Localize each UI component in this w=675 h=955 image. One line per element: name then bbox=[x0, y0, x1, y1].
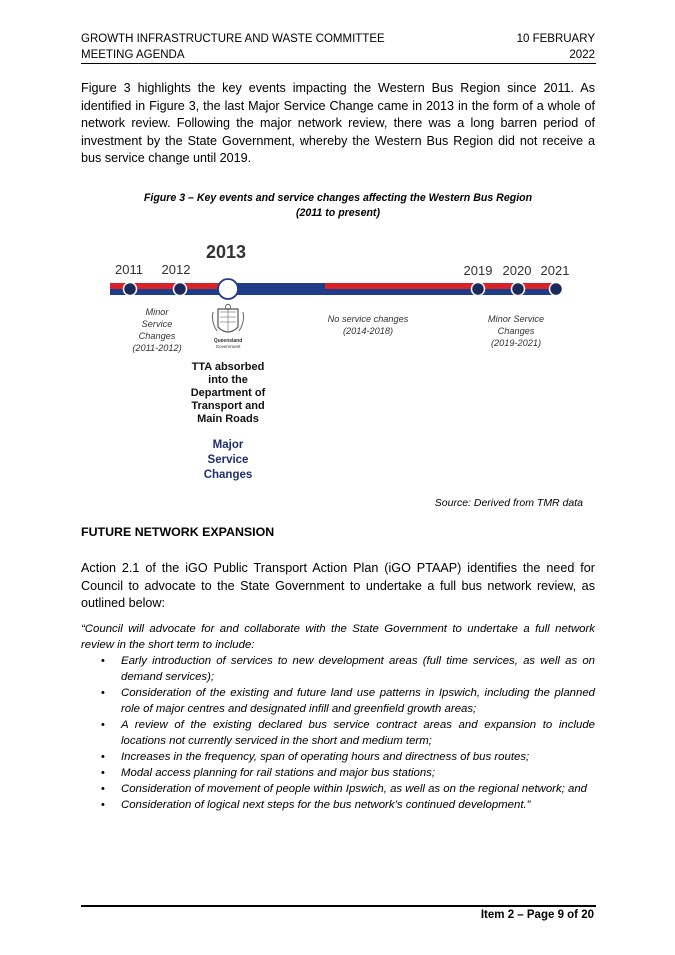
header-date-line1: 10 FEBRUARY bbox=[516, 33, 595, 45]
bullet-glyph: • bbox=[101, 783, 105, 795]
list-item bbox=[81, 781, 595, 797]
marker-2019 bbox=[472, 283, 485, 296]
list-item-text: Consideration of the existing and future land use patterns in Ipswich, including the planned role of major centres and designated infill and greenfield growth areas; bbox=[121, 687, 595, 715]
figure-source: Source: Derived from TMR data bbox=[434, 497, 583, 509]
year-2020-label: 2020 bbox=[502, 263, 532, 278]
minor-changes-1-line3: Changes bbox=[138, 331, 176, 341]
marker-2011 bbox=[124, 283, 137, 296]
tta-note-line4: Transport and bbox=[191, 400, 265, 412]
crest-text-line2: Government bbox=[215, 344, 241, 349]
tta-note-line5: Main Roads bbox=[197, 413, 259, 425]
bullet-glyph: • bbox=[101, 719, 105, 731]
minor-changes-1-line1: Minor bbox=[145, 307, 169, 317]
intro-paragraph: Figure 3 highlights the key events impacting the Western Bus Region since 2011. As identified in Figure 3, the last Major Service Change came in 2013 in the form of a whole of network review. Following the major network review, there was a long barren period of investment by the State Government, whereby the Western Bus Region did not receive a bus service change until 2019. bbox=[81, 81, 595, 166]
page-footer: Item 2 – Page 9 of 20 bbox=[480, 909, 594, 921]
list-item bbox=[81, 749, 595, 765]
minor-changes-2-line3: (2019-2021) bbox=[490, 338, 542, 348]
list-item bbox=[81, 765, 595, 781]
quote-intro: “Council will advocate for and collaborate with the State Government to undertake a full network review in the short term to include: bbox=[81, 623, 595, 651]
no-changes-line2: (2014-2018) bbox=[342, 326, 394, 336]
queensland-crest-icon bbox=[213, 305, 244, 334]
minor-changes-1-line2: Service bbox=[141, 319, 173, 329]
list-item-text: A review of the existing declared bus service contract areas and expansion to include locations not currently serviced in the short and medium term; bbox=[121, 719, 595, 747]
minor-changes-2-line1: Minor Service bbox=[487, 314, 545, 324]
minor-changes-1-line4: (2011-2012) bbox=[132, 343, 182, 353]
tta-note-line3: Department of bbox=[190, 387, 266, 399]
no-changes-line1: No service changes bbox=[327, 314, 409, 324]
year-2021-label: 2021 bbox=[540, 263, 570, 278]
major-changes-line2: Service bbox=[207, 454, 249, 466]
list-item bbox=[81, 685, 595, 717]
list-item bbox=[81, 653, 595, 685]
marker-2021 bbox=[550, 283, 563, 296]
bullet-glyph: • bbox=[101, 751, 105, 763]
section-heading: FUTURE NETWORK EXPANSION bbox=[81, 525, 275, 539]
header-committee-line1: GROWTH INFRASTRUCTURE AND WASTE COMMITTEE bbox=[81, 33, 385, 45]
major-changes-line3: Changes bbox=[203, 469, 253, 481]
list-item-text: Consideration of logical next steps for the bus network’s continued development.” bbox=[121, 799, 531, 811]
header-date-line2: 2022 bbox=[569, 49, 595, 61]
tta-note-line1: TTA absorbed bbox=[191, 361, 265, 373]
major-changes-line1: Major bbox=[212, 439, 244, 451]
figure-caption-line1: Figure 3 – Key events and service changes affecting the Western Bus Region bbox=[143, 192, 533, 204]
year-2011-label: 2011 bbox=[115, 262, 143, 277]
bullet-glyph: • bbox=[101, 655, 105, 667]
marker-2020 bbox=[512, 283, 525, 296]
list-item bbox=[81, 717, 595, 749]
bullet-glyph: • bbox=[101, 799, 105, 811]
list-item-text: Consideration of movement of people within Ipswich, as well as on the regional network; and bbox=[121, 783, 588, 795]
minor-changes-2-line2: Changes bbox=[497, 326, 535, 336]
list-item-text: Early introduction of services to new development areas (full time services, as well as on demand services); bbox=[121, 655, 595, 683]
marker-2013 bbox=[218, 279, 238, 299]
list-item-text: Modal access planning for rail stations and major bus stations; bbox=[121, 767, 436, 779]
header-committee-line2: MEETING AGENDA bbox=[81, 49, 185, 61]
crest-text-line1: Queensland bbox=[213, 338, 243, 344]
action-paragraph: Action 2.1 of the iGO Public Transport Action Plan (iGO PTAAP) identifies the need for Council to advocate to the State Government to undertake a full bus network review, as outlined below: bbox=[81, 561, 595, 611]
recommendation-list bbox=[81, 653, 595, 813]
footer-divider bbox=[81, 905, 596, 907]
year-2019-label: 2019 bbox=[463, 263, 493, 278]
year-2012-label: 2012 bbox=[161, 262, 191, 277]
figure-caption-line2: (2011 to present) bbox=[296, 207, 380, 219]
bullet-glyph: • bbox=[101, 767, 105, 779]
year-2013-label: 2013 bbox=[205, 242, 247, 262]
list-item bbox=[81, 797, 595, 813]
tta-note-line2: into the bbox=[208, 374, 248, 386]
list-item-text: Increases in the frequency, span of operating hours and directness of bus routes; bbox=[121, 751, 530, 763]
bullet-glyph: • bbox=[101, 687, 105, 699]
marker-2012 bbox=[174, 283, 187, 296]
